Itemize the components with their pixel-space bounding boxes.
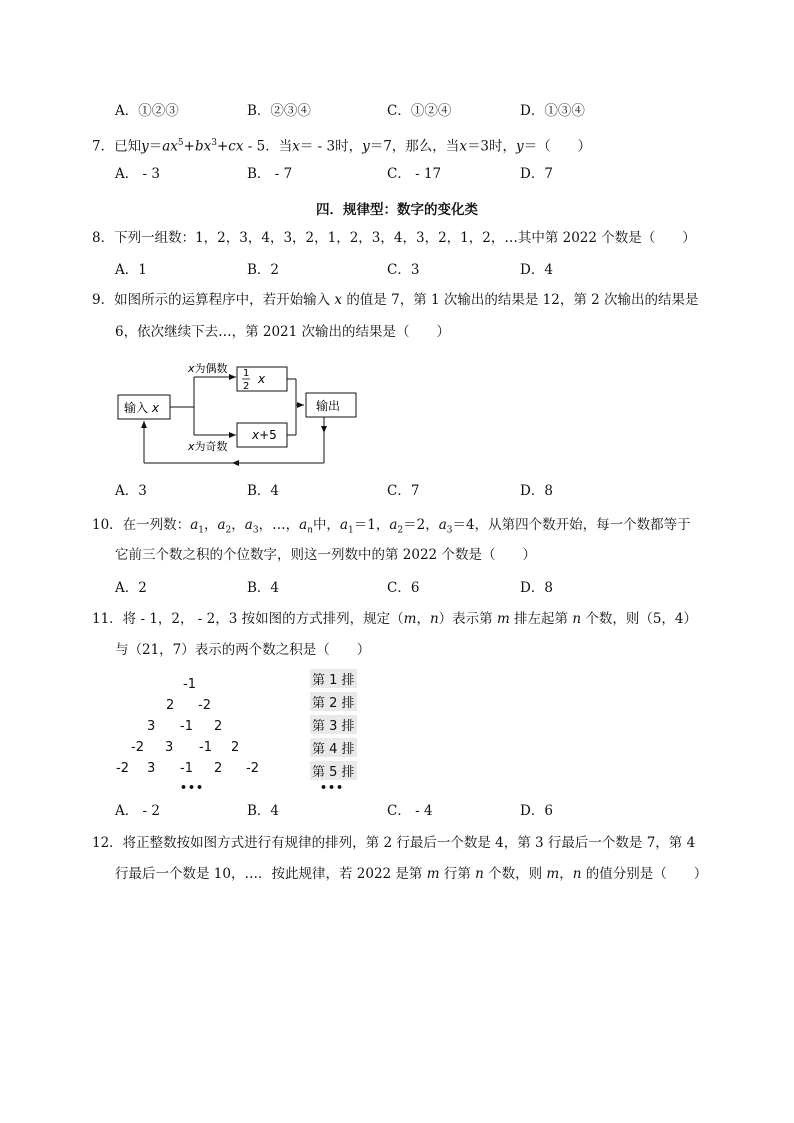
q11-stem-line2: 与（21，7）表示的两个数之积是（ ） [115, 642, 371, 658]
q11-stem-line1: 11．将 - 1，2， - 2，3 按如图的方式排列，规定（m，n）表示第 m 排左起第 n 个数，则（5，4） [92, 611, 698, 627]
q10-option-b[interactable]: B．4 [247, 580, 280, 596]
q10-stem-line2: 它前三个数之积的个位数字，则这一列数中的第 2022 个数是（ ） [115, 547, 536, 563]
flow-half-var: x [258, 372, 266, 386]
q10-stem-line1: 10．在一列数：$a_1$，$a_2$，$a_3$，…，$a_n$中，$a_1=1$，$a_2=2$，$a_3=4$，从第四个数开始，每一个数都等于 [92, 517, 691, 536]
q10-option-a[interactable]: A．2 [115, 580, 147, 596]
q6-option-d[interactable]: D．①③④ [520, 103, 585, 119]
q9-stem-line2: 6，依次继续下去…，第 2021 次输出的结果是（ ） [115, 324, 451, 340]
q7-option-d[interactable]: D．7 [520, 166, 553, 182]
q8-option-c[interactable]: C．3 [387, 262, 420, 278]
q10-option-c[interactable]: C．6 [387, 580, 420, 596]
triangle-number: -2 [131, 740, 144, 755]
triangle-ellipsis: ••• [180, 781, 205, 794]
q9-option-d[interactable]: D．8 [520, 483, 553, 499]
flow-even-label: x为偶数 [188, 362, 228, 375]
q8-option-d[interactable]: D．4 [520, 262, 553, 278]
triangle-number: 2 [214, 719, 223, 734]
flow-half-numerator: 1 [243, 368, 250, 379]
row-label: 第 4 排 [310, 738, 357, 757]
row-label: 第 1 排 [310, 669, 357, 688]
q7-option-c[interactable]: C． - 17 [387, 166, 442, 182]
q11-option-d[interactable]: D．6 [520, 803, 553, 819]
triangle-number: 2 [166, 698, 175, 713]
q6-option-c[interactable]: C．①②④ [387, 103, 452, 119]
row-label-ellipsis: ••• [320, 781, 345, 794]
q8-stem: 8．下列一组数：1，2，3，4，3，2，1，2，3，4，3，2，1，2，…其中第 2022 个数是（ ） [92, 230, 696, 246]
triangle-number: -1 [180, 761, 193, 776]
triangle-number: 3 [165, 740, 174, 755]
triangle-number: -2 [116, 761, 129, 776]
triangle-number: -2 [198, 698, 211, 713]
triangle-number: -1 [199, 740, 212, 755]
section-heading: 四．规律型：数字的变化类 [316, 202, 478, 218]
triangle-number: -1 [183, 677, 196, 692]
q9-stem-line1: 9．如图所示的运算程序中，若开始输入 x 的值是 7，第 1 次输出的结果是 12，第 2 次输出的结果是 [92, 292, 699, 308]
q6-option-b[interactable]: B．②③④ [247, 103, 311, 119]
row-label: 第 2 排 [310, 692, 357, 711]
q9-option-b[interactable]: B．4 [247, 483, 280, 499]
triangle-number: -1 [180, 719, 193, 734]
flow-input-label: 输入 x [124, 401, 159, 415]
q8-option-a[interactable]: A．1 [115, 262, 147, 278]
triangle-number: 2 [231, 740, 240, 755]
flow-half-denominator: 2 [243, 381, 250, 392]
q7-option-b[interactable]: B． - 7 [247, 166, 293, 182]
flow-output-label: 输出 [316, 399, 341, 413]
q6-option-a[interactable]: A．①②③ [115, 103, 179, 119]
triangle-number: 2 [214, 761, 223, 776]
triangle-number: 3 [147, 719, 156, 734]
flow-odd-label: x为奇数 [188, 440, 228, 453]
q12-stem-line1: 12．将正整数按如图方式进行有规律的排列，第 2 行最后一个数是 4，第 3 行最后一个数是 7，第 4 [92, 835, 696, 851]
q11-option-b[interactable]: B．4 [247, 803, 280, 819]
q8-option-b[interactable]: B．2 [247, 262, 280, 278]
q12-stem-line2: 行最后一个数是 10，…．按此规律，若 2022 是第 m 行第 n 个数，则 m，n 的值分别是（ ） [115, 866, 708, 882]
q11-option-a[interactable]: A． - 2 [115, 803, 160, 819]
flow-plus5-label: x+5 [252, 428, 277, 442]
q7-option-a[interactable]: A． - 3 [115, 166, 160, 182]
row-label: 第 5 排 [310, 761, 357, 780]
triangle-number: 3 [147, 761, 156, 776]
q9-flowchart [110, 355, 370, 470]
row-label: 第 3 排 [310, 715, 357, 734]
q10-option-d[interactable]: D．8 [520, 580, 553, 596]
q9-option-c[interactable]: C．7 [387, 483, 420, 499]
triangle-number: -2 [246, 761, 259, 776]
q7-stem: 7．已知$y=ax^5+bx^3+cx - 5$．当x＝ - 3时，y＝7，那么，当x＝3时，y＝（ ） [92, 138, 592, 155]
q11-option-c[interactable]: C． - 4 [387, 803, 433, 819]
q9-option-a[interactable]: A．3 [115, 483, 147, 499]
